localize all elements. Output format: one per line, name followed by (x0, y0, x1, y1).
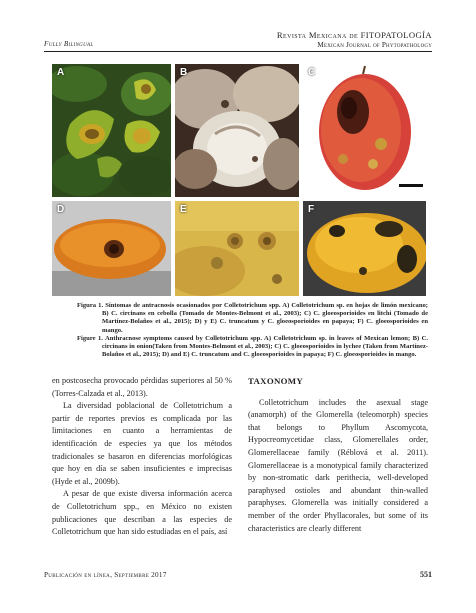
panel-e-image (175, 201, 299, 296)
panel-label-a: A (57, 67, 65, 78)
page-number: 551 (420, 570, 432, 579)
right-column (248, 375, 428, 535)
figure-caption (52, 302, 428, 359)
panel-label-d: D (57, 204, 65, 215)
right-paragraph-1: Colletotrichum includes the asexual stage (anamorph) of the Glomerella (teleomorph) species that belongs to Phyllum Ascomycota, Hypocreomycetidae class, Glomerellales order, Glomerellaceae family (Réblová et al. 2011). Glomerellaceae is a monotypical family characterized by non-stromatic dark perithecia, well-developed paraphysed ostioles and abundant thin-walled paraphyses. Glomerella was initially considered a member of the order Phyllacorales, but some of its characteristics are clearly different (248, 397, 428, 533)
panel-b-image (175, 64, 299, 197)
journal-title: Revista Mexicana de FITOPATOLOGÍA (276, 30, 432, 40)
panel-a-image (52, 64, 171, 197)
figure-1 (52, 64, 426, 296)
header-rule (44, 51, 432, 52)
panel-label-c: C (308, 67, 316, 78)
panel-label-f: F (308, 204, 315, 215)
left-column (52, 375, 232, 539)
running-header-left: Fully Bilingual (44, 40, 94, 48)
left-paragraph-1: en postcosecha provocado pérdidas superiores al 50 % (Torres-Calzada et al., 2013). (52, 376, 232, 398)
caption-spanish: Figura 1. Síntomas de antracnosis ocasionados por Colletotrichum spp. A) Colletotrichum sp. en hojas de limón mexicano; B) C. circinans en cebolla (Tomado de Montes-Belmont et al., 2003); C) C. gloeosporioides en litchi (Tomado de Martínez-Bolaños et al., 2015); D) y E) C. truncatum y C. gloeosporioides en papaya; F) C. gloeosporioides en mango. (77, 302, 428, 334)
left-paragraph-2: La diversidad poblacional de Colletotrichum a partir de reportes previos es complicada por las limitaciones en cuanto a herramientas de identificación de especies ya que los métodos tradicionales se basaron en diferencias morfológicas que hoy en día se saben insuficientes e imprecisas (Hyde et al., 2009b). (52, 401, 232, 486)
panel-d-image (52, 201, 171, 296)
left-paragraph-3: A pesar de que existe diversa información acerca de Colletotrichum spp., en México no existen publicaciones que describan a las especies de Colletotrichum que han sido estudiadas en el país, así (52, 489, 232, 537)
panel-label-b: B (180, 67, 188, 78)
footer-publication-date: Publicación en línea, Septiembre 2017 (44, 571, 167, 579)
panel-c-image (303, 64, 426, 197)
section-heading-taxonomy: TAXONOMY (248, 376, 304, 386)
journal-subtitle: Mexican Journal of Phytopathology (317, 41, 432, 49)
panel-f-image (303, 201, 426, 296)
caption-english: Figure 1. Anthracnose symptoms caused by Colletotrichum spp. A) Colletotrichum sp. in leaves of Mexican lemon; B) C. circinans in onion(Taken from Montes-Belmont et al., 2003); C) C. gloeosporioides in lychee (Taken from Martínez-Bolaños et al., 2015); D) and E) C. truncatum and C. gloeosporioides in papaya; F) C. gloeosporioides in mango. (77, 334, 428, 359)
panel-label-e: E (180, 204, 187, 215)
